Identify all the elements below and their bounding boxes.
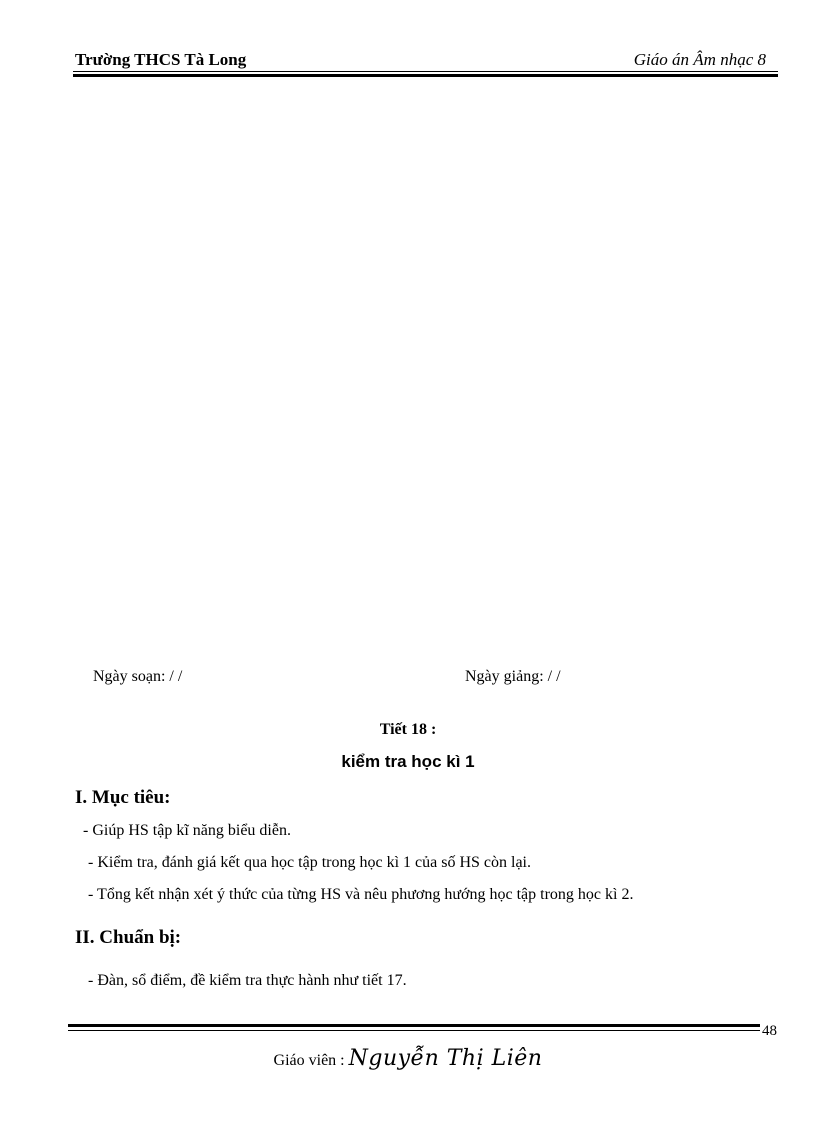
teacher-label: Giáo viên : bbox=[273, 1052, 349, 1069]
prepared-date: Ngày soạn: / / bbox=[93, 668, 183, 685]
footer-divider-thin bbox=[68, 1030, 760, 1031]
taught-date: Ngày giảng: / / bbox=[465, 668, 561, 685]
header-divider-thick bbox=[73, 74, 778, 77]
page-number: 48 bbox=[762, 1023, 777, 1039]
header-divider-thin bbox=[73, 71, 778, 72]
lesson-number: Tiết 18 : bbox=[379, 721, 437, 738]
teacher-credit bbox=[0, 1046, 816, 1071]
school-name: Trường THCS Tà Long bbox=[75, 50, 247, 69]
teacher-name: Nguyễn Thị Liên bbox=[348, 1046, 543, 1071]
preparation-heading: II. Chuẩn bị: bbox=[75, 927, 182, 948]
lesson-title: kiểm tra học kì 1 bbox=[341, 752, 475, 771]
objectives-heading: I. Mục tiêu: bbox=[75, 787, 171, 808]
footer-divider-thick bbox=[68, 1024, 760, 1027]
objective-item: - Kiểm tra, đánh giá kết qua học tập trong học kì 1 của số HS còn lại. bbox=[88, 854, 531, 871]
preparation-item: - Đàn, sổ điểm, đề kiểm tra thực hành như tiết 17. bbox=[88, 972, 407, 989]
subject-title: Giáo án Âm nhạc 8 bbox=[633, 50, 766, 69]
objective-item: - Tổng kết nhận xét ý thức của từng HS và nêu phương hướng học tập trong học kì 2. bbox=[88, 886, 634, 903]
objective-item: - Giúp HS tập kĩ năng biểu diễn. bbox=[83, 822, 291, 839]
